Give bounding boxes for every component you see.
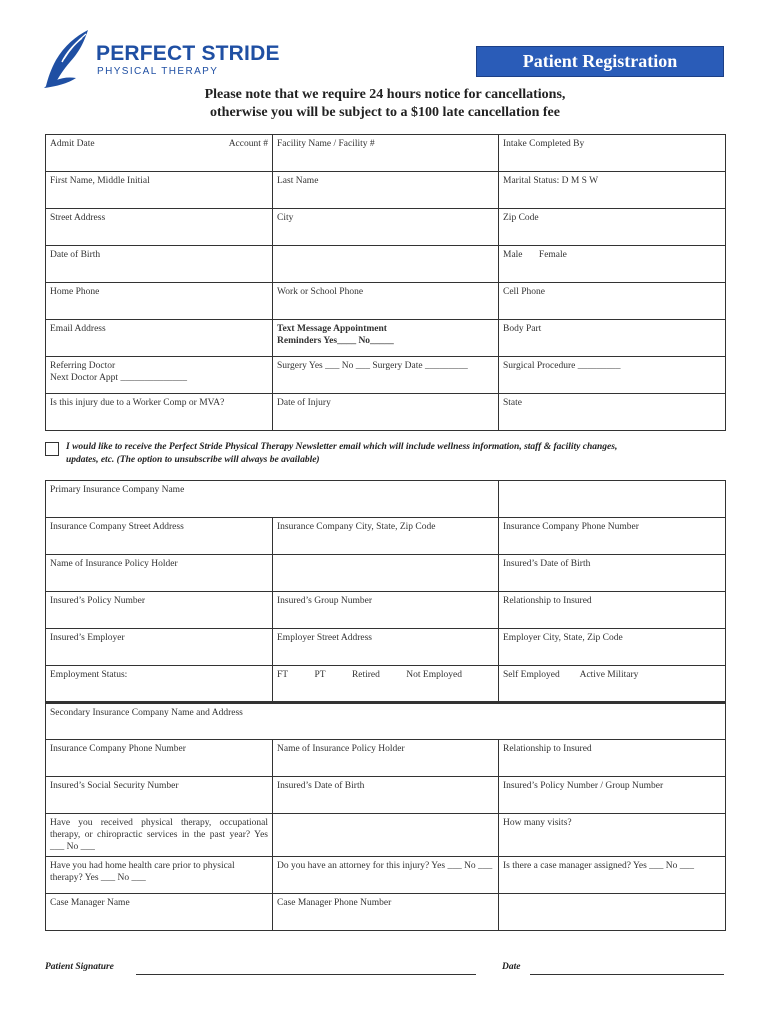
- referring-doctor-label: Referring Doctor: [50, 361, 116, 371]
- zip-field[interactable]: [499, 209, 726, 246]
- ssn-field[interactable]: [46, 777, 273, 814]
- sec-relationship-label: Relationship to Insured: [503, 744, 592, 754]
- ssn-label: Insured’s Social Security Number: [50, 781, 179, 791]
- employer-label: Insured’s Employer: [50, 633, 125, 643]
- first-name-field[interactable]: [46, 172, 273, 209]
- sec-policy-group-label: Insured’s Policy Number / Group Number: [503, 781, 664, 791]
- group-number-label: Insured’s Group Number: [277, 596, 372, 606]
- self-employed-option[interactable]: Self Employed: [503, 670, 560, 680]
- email-label: Email Address: [50, 324, 106, 334]
- intake-field[interactable]: [499, 135, 726, 172]
- case-manager-phone-label: Case Manager Phone Number: [277, 898, 392, 908]
- facility-field[interactable]: [273, 135, 499, 172]
- winged-foot-icon: [42, 28, 94, 90]
- group-number-field[interactable]: [273, 592, 499, 629]
- city-label: City: [277, 213, 294, 223]
- surgical-procedure-field[interactable]: [499, 357, 726, 394]
- received-pt-field[interactable]: [46, 814, 273, 857]
- female-option[interactable]: Female: [538, 250, 567, 260]
- insured-dob-label: Insured’s Date of Birth: [503, 559, 591, 569]
- employer-street-label: Employer Street Address: [277, 633, 372, 643]
- admit-date-field[interactable]: [46, 135, 273, 172]
- worker-comp-label: Is this injury due to a Worker Comp or MVA?: [50, 398, 225, 408]
- primary-insurance-label: Primary Insurance Company Name: [50, 485, 185, 495]
- notice-line-2: otherwise you will be subject to a $100 late cancellation fee: [210, 105, 560, 120]
- marital-status-label: Marital Status: D M S W: [503, 176, 599, 186]
- state-label: State: [503, 398, 522, 408]
- zip-label: Zip Code: [503, 213, 539, 223]
- relationship-field[interactable]: [499, 592, 726, 629]
- sec-policy-group-field[interactable]: [499, 777, 726, 814]
- text-message-field[interactable]: [273, 320, 499, 357]
- relationship-label: Relationship to Insured: [503, 596, 592, 606]
- case-manager-name-field[interactable]: [46, 894, 273, 931]
- logo: [42, 28, 282, 90]
- dob-empty-cell[interactable]: [273, 246, 499, 283]
- company-city-label: Insurance Company City, State, Zip Code: [277, 522, 436, 532]
- company-city-field[interactable]: [273, 518, 499, 555]
- insurance-table: [45, 480, 726, 931]
- attorney-label: Do you have an attorney for this injury? Yes ___ No ___: [277, 861, 493, 871]
- employment-options-1: [273, 666, 499, 703]
- body-part-field[interactable]: [499, 320, 726, 357]
- page-title: Patient Registration: [476, 46, 724, 77]
- company-street-field[interactable]: [46, 518, 273, 555]
- dob-field[interactable]: [46, 246, 273, 283]
- street-label: Street Address: [50, 213, 106, 223]
- email-field[interactable]: [46, 320, 273, 357]
- employer-city-label: Employer City, State, Zip Code: [503, 633, 623, 643]
- policy-holder-field[interactable]: [46, 555, 273, 592]
- received-pt-empty-cell[interactable]: [273, 814, 499, 857]
- work-phone-label: Work or School Phone: [277, 287, 364, 297]
- patient-info-table: [45, 134, 726, 431]
- insured-dob-field[interactable]: [499, 555, 726, 592]
- active-military-option[interactable]: Active Military: [579, 670, 639, 680]
- employer-street-field[interactable]: [273, 629, 499, 666]
- dob-label: Date of Birth: [50, 250, 101, 260]
- policy-holder-empty-cell[interactable]: [273, 555, 499, 592]
- home-health-field[interactable]: [46, 857, 273, 894]
- facility-label: Facility Name / Facility #: [277, 139, 375, 149]
- pt-option[interactable]: PT: [314, 670, 326, 680]
- admit-date-label: Admit Date: [50, 139, 95, 149]
- patient-signature-line[interactable]: [136, 974, 476, 975]
- cancellation-notice: [60, 86, 710, 122]
- logo-subtitle: PHYSICAL THERAPY: [97, 66, 219, 77]
- city-field[interactable]: [273, 209, 499, 246]
- sec-insured-dob-field[interactable]: [273, 777, 499, 814]
- male-option[interactable]: Male: [503, 250, 523, 260]
- company-phone-label: Insurance Company Phone Number: [503, 522, 639, 532]
- employer-city-field[interactable]: [499, 629, 726, 666]
- surgical-procedure-label: Surgical Procedure _________: [503, 361, 621, 371]
- date-of-injury-field[interactable]: [273, 394, 499, 431]
- case-manager-assigned-field[interactable]: [499, 857, 726, 894]
- marital-status-field[interactable]: [499, 172, 726, 209]
- primary-insurance-field[interactable]: [46, 481, 499, 518]
- received-pt-label: Have you received physical therapy, occupational therapy, or chiropractic services in the past year? Yes ___ No ___: [50, 818, 268, 852]
- sec-relationship-field[interactable]: [499, 740, 726, 777]
- case-manager-assigned-label: Is there a case manager assigned? Yes ___ No ___: [503, 861, 695, 871]
- gender-field[interactable]: [499, 246, 726, 283]
- last-name-field[interactable]: [273, 172, 499, 209]
- attorney-field[interactable]: [273, 857, 499, 894]
- home-phone-label: Home Phone: [50, 287, 100, 297]
- employment-status-field: [46, 666, 273, 703]
- newsletter-checkbox[interactable]: [45, 442, 59, 456]
- secondary-insurance-field[interactable]: [46, 703, 726, 740]
- patient-signature-label: Patient Signature: [45, 962, 114, 972]
- worker-comp-field[interactable]: [46, 394, 273, 431]
- date-of-injury-label: Date of Injury: [277, 398, 331, 408]
- case-manager-phone-field[interactable]: [273, 894, 499, 931]
- employer-field[interactable]: [46, 629, 273, 666]
- cell-phone-label: Cell Phone: [503, 287, 545, 297]
- street-field[interactable]: [46, 209, 273, 246]
- referring-doctor-field[interactable]: [46, 357, 273, 394]
- primary-insurance-empty-cell[interactable]: [499, 481, 726, 518]
- first-name-label: First Name, Middle Initial: [50, 176, 150, 186]
- home-health-label: Have you had home health care prior to physical therapy? Yes ___ No ___: [50, 861, 235, 883]
- visits-field[interactable]: [499, 814, 726, 857]
- employment-options-2: [499, 666, 726, 703]
- last-name-label: Last Name: [277, 176, 319, 186]
- policy-number-label: Insured’s Policy Number: [50, 596, 145, 606]
- account-label: Account #: [228, 139, 268, 149]
- date-line[interactable]: [530, 974, 724, 975]
- surgery-label: Surgery Yes ___ No ___ Surgery Date _________: [277, 361, 468, 371]
- home-phone-field[interactable]: [46, 283, 273, 320]
- sec-company-phone-label: Insurance Company Phone Number: [50, 744, 186, 754]
- next-appt-label: Next Doctor Appt ______________: [50, 373, 187, 383]
- retired-option[interactable]: Retired: [351, 670, 380, 680]
- company-phone-field[interactable]: [499, 518, 726, 555]
- not-employed-option[interactable]: Not Employed: [406, 670, 462, 680]
- policy-number-field[interactable]: [46, 592, 273, 629]
- logo-title: PERFECT STRIDE: [96, 42, 280, 65]
- sec-policy-holder-label: Name of Insurance Policy Holder: [277, 744, 405, 754]
- case-manager-name-label: Case Manager Name: [50, 898, 130, 908]
- sec-company-phone-field[interactable]: [46, 740, 273, 777]
- newsletter-line-2: updates, etc. (The option to unsubscribe will always be available): [66, 455, 320, 465]
- body-part-label: Body Part: [503, 324, 542, 334]
- newsletter-optin: [45, 440, 725, 474]
- visits-label: How many visits?: [503, 818, 572, 828]
- sec-insured-dob-label: Insured’s Date of Birth: [277, 781, 365, 791]
- state-field[interactable]: [499, 394, 726, 431]
- employment-status-label: Employment Status:: [50, 670, 128, 680]
- surgery-field[interactable]: [273, 357, 499, 394]
- case-manager-empty-cell[interactable]: [499, 894, 726, 931]
- notice-line-1: Please note that we require 24 hours notice for cancellations,: [204, 87, 566, 102]
- ft-option[interactable]: FT: [277, 670, 289, 680]
- cell-phone-field[interactable]: [499, 283, 726, 320]
- newsletter-line-1: I would like to receive the Perfect Stride Physical Therapy Newsletter email which will include wellness information, staff & facility changes,: [66, 442, 618, 452]
- newsletter-text: [66, 441, 726, 467]
- sec-policy-holder-field[interactable]: [273, 740, 499, 777]
- date-label: Date: [502, 962, 521, 972]
- text-message-label-2: Reminders Yes____ No_____: [277, 336, 394, 346]
- company-street-label: Insurance Company Street Address: [50, 522, 184, 532]
- work-phone-field[interactable]: [273, 283, 499, 320]
- text-message-label-1: Text Message Appointment: [277, 324, 387, 334]
- secondary-insurance-label: Secondary Insurance Company Name and Address: [50, 708, 243, 718]
- policy-holder-label: Name of Insurance Policy Holder: [50, 559, 178, 569]
- intake-label: Intake Completed By: [503, 139, 585, 149]
